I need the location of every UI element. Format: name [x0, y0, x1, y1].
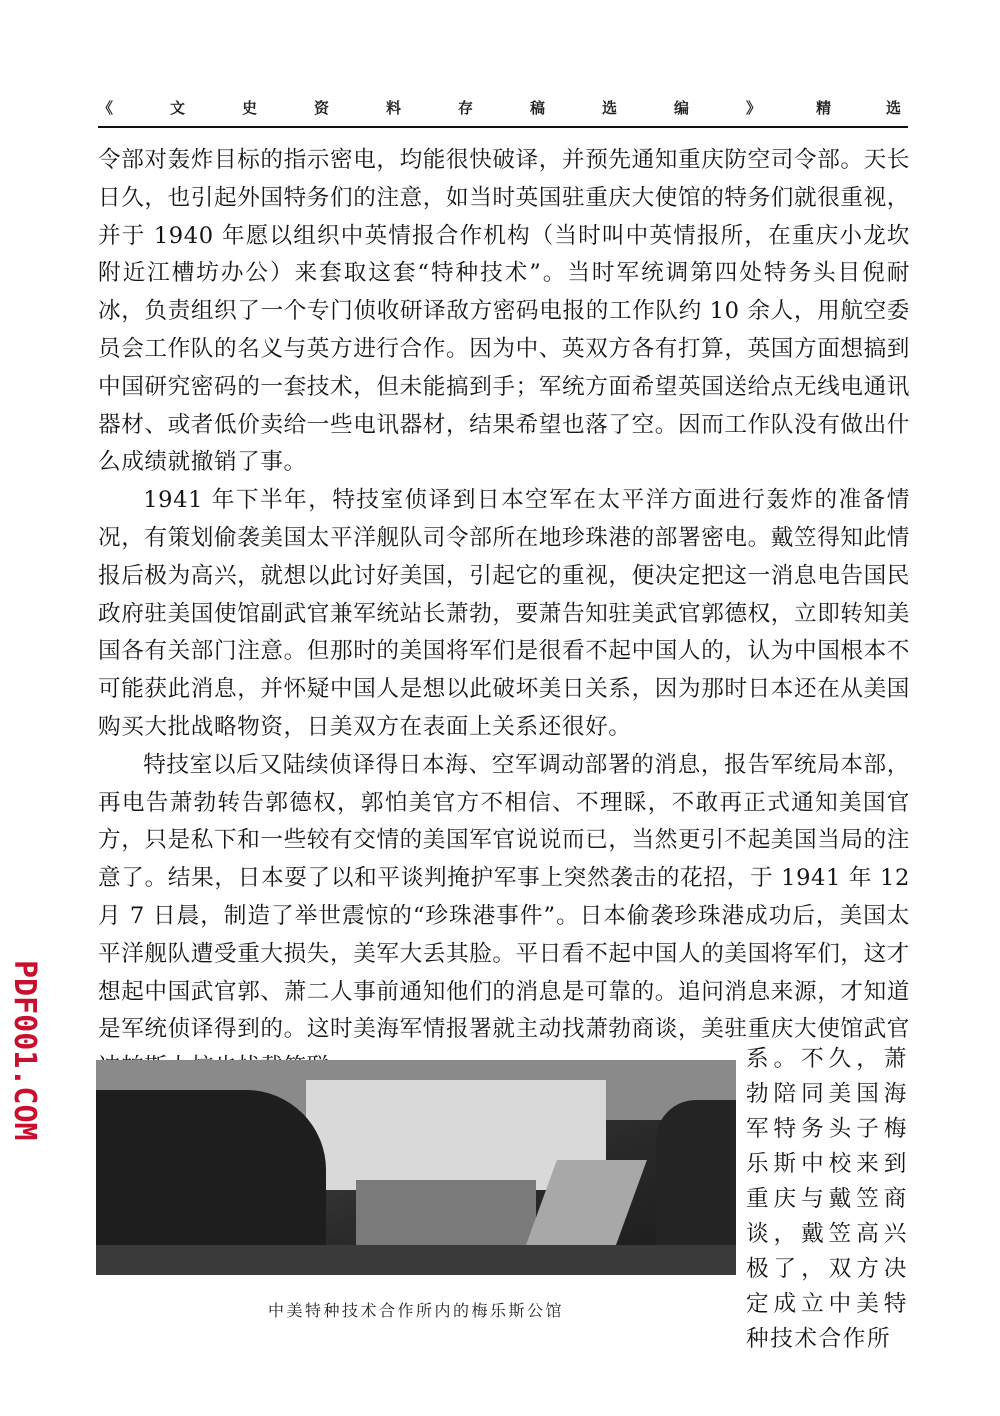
header-char: 选 [886, 99, 902, 117]
header-char: 》 [746, 99, 762, 117]
header-char: 存 [458, 99, 474, 117]
photo-ground [96, 1245, 736, 1275]
paragraph-2: 1941 年下半年，特技室侦译到日本空军在太平洋方面进行轰炸的准备情况，有策划偷袭美国太平洋舰队司令部所在地珍珠港的部署密电。戴笠得知此情报后极为高兴，就想以此讨好美国，引起它的重视，便决定把这一消息电告国民政府驻美国使馆副武官兼军统站长萧勃，要萧告知驻美武官郭德权，立即转知美国各有关部门注意。但那时的美国将军们是很看不起中国人的，认为中国根本不可能获此消息，并怀疑中国人是想以此破坏美日关系，因为那时日本还在从美国购买大批战略物资，日美双方在表面上关系还很好。 [98, 487, 910, 740]
photo-caption: 中美特种技术合作所内的梅乐斯公馆 [267, 1301, 564, 1320]
header-char: 文 [170, 99, 186, 117]
header-char: 选 [602, 99, 618, 117]
header-char: 精 [816, 99, 832, 117]
header-char: 《 [98, 99, 114, 117]
header-char: 资 [314, 99, 330, 117]
paragraph-1: 令部对轰炸目标的指示密电，均能很快破译，并预先通知重庆防空司令部。天长日久，也引起外国特务们的注意，如当时英国驻重庆大使馆的特务们就很重视，并于 1940 年愿以组织中英情报合作机构（当时叫中英情报所，在重庆小龙坎附近江槽坊办公）来套取这套“特种技术”。当时军统调第四处特务头目倪耐冰，负责组织了一个专门侦收研译敌方密码电报的工作队约 10 余人，用航空委员会工作队的名义与英方进行合作。因为中、英双方各有打算，英国方面想搞到中国研究密码的一套技术，但未能搞到手；军统方面希望英国送给点无线电通讯器材、或者低价卖给一些电讯器材，结果希望也落了空。因而工作队没有做出什么成绩就撤销了事。 [98, 147, 910, 476]
side-column-text [746, 1042, 908, 1357]
side-paragraph: 系。不久，萧勃陪同美国海军特务头子梅乐斯中校来到重庆与戴笠商谈，戴笠高兴极了，双方决定成立中美特种技术合作所 [746, 1046, 908, 1352]
header-rule [98, 126, 908, 128]
paragraph-3: 特技室以后又陆续侦译得日本海、空军调动部署的消息，报告军统局本部，再电告萧勃转告郭德权，郭怕美官方不相信、不理睬，不敢再正式通知美国官方，只是私下和一些较有交情的美国军官说说而已，当然更引不起美国当局的注意了。结果，日本耍了以和平谈判掩护军事上突然袭击的花招，于 1941 年 12 月 7 日晨，制造了举世震惊的“珍珠港事件”。日本偷袭珍珠港成功后，美国太平洋舰队遭受重大损失，美军大丢其脸。平日看不起中国人的美国将军们，这才想起中国武官郭、萧二人事前通知他们的消息是可靠的。追问消息来源，才知道是军统侦译得到的。这时美海军情报署就主动找萧勃商谈，美驻重庆大使馆武官 [98, 751, 910, 1043]
header-char: 编 [674, 99, 690, 117]
header-char: 料 [386, 99, 402, 117]
header-char: 史 [242, 99, 258, 117]
building-photo [96, 1060, 736, 1275]
body-text [98, 142, 910, 1087]
watermark: PDF001.COM [7, 960, 42, 1141]
header-char: 稿 [530, 99, 546, 117]
running-header [98, 95, 906, 125]
